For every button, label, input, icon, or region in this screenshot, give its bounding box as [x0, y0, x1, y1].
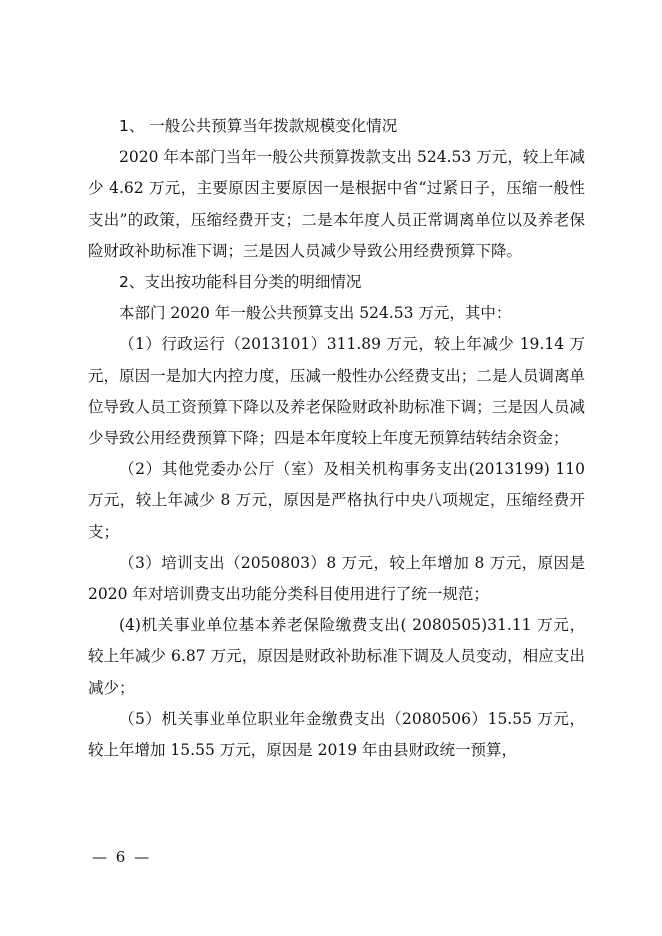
section-heading-1: 1、 一般公共预算当年拨款规模变化情况	[119, 117, 398, 135]
paragraph-7: （5）机关事业单位职业年金缴费支出（2080506）15.55 万元，较上年增加 15.55 万元，原因是 2019 年由县财政统一预算，	[88, 709, 585, 760]
paragraph-5: （3）培训支出（2050803）8 万元，较上年增加 8 万元，原因是 2020 年对培训费支出功能分类科目使用进行了统一规范；	[88, 553, 585, 604]
section-heading-2: 2、支出按功能科目分类的明细情况	[119, 273, 362, 292]
paragraph-3: （1）行政运行（2013101）311.89 万元，较上年减少 19.14 万元，原因一是加大内控力度，压减一般性办公经费支出；二是人员调离单位导致人员工资预算下降以及养老保险财政补助标准下调；三是因人员减少导致公用经费预算下降；四是本年度较上年度无预算结转结余资金；	[88, 335, 585, 448]
paragraph-2: 本部门 2020 年一般公共预算支出 524.53 万元，其中：	[119, 304, 512, 323]
paragraph-6: (4)机关事业单位基本养老保险缴费支出( 2080505)31.11 万元，较上年减少 6.87 万元，原因是财政补助标准下调及人员变动，相应支出减少；	[88, 616, 585, 697]
document-body	[88, 111, 585, 766]
paragraph-1: 2020 年本部门当年一般公共预算拨款支出 524.53 万元，较上年减少 4.62 万元，主要原因主要原因一是根据中省“过紧日子，压缩一般性支出”的政策，压缩经费开支；二是本年度人员正常调离单位以及养老保险财政补助标准下调；三是因人员减少导致公用经费预算下降。	[88, 148, 585, 260]
paragraph-4: （2）其他党委办公厅（室）及相关机构事务支出(2013199) 110 万元，较上年减少 8 万元，原因是严格执行中央八项规定，压缩经费开支；	[88, 460, 585, 541]
page-number: — 6 —	[92, 848, 152, 866]
